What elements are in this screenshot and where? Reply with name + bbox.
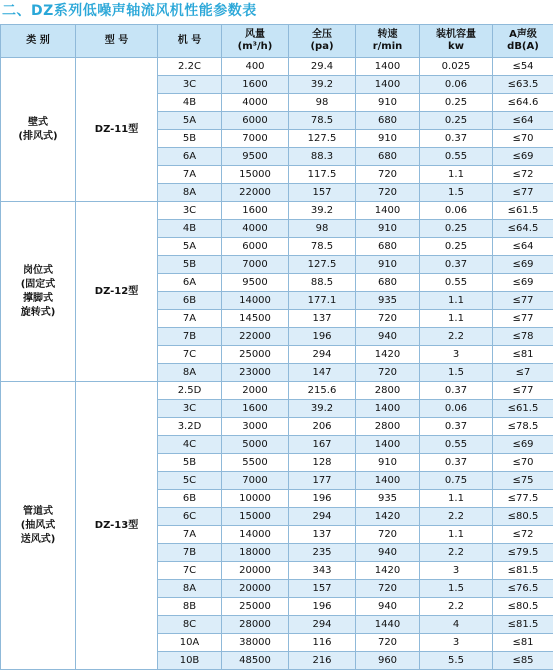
table-cell: ≤77 (493, 382, 553, 400)
table-cell: 294 (289, 508, 356, 526)
table-row (1, 58, 553, 76)
category-label: 管道式 (1, 505, 75, 519)
table-cell: 910 (356, 256, 420, 274)
table-cell: 48500 (222, 652, 289, 670)
table-cell: 3.2D (158, 418, 222, 436)
table-cell: 2.5D (158, 382, 222, 400)
table-cell: ≤75 (493, 472, 553, 490)
table-cell: 3C (158, 76, 222, 94)
table-cell: 0.55 (420, 148, 493, 166)
table-cell: 4C (158, 436, 222, 454)
table-cell: 7A (158, 526, 222, 544)
table-cell: ≤61.5 (493, 400, 553, 418)
table-cell: 4000 (222, 220, 289, 238)
category-cell (1, 382, 76, 670)
table-cell: 1.1 (420, 490, 493, 508)
table-cell: 294 (289, 346, 356, 364)
table-cell: 127.5 (289, 130, 356, 148)
column-header-unit: (pa) (289, 41, 355, 53)
table-cell: 98 (289, 94, 356, 112)
column-header-unit: kw (420, 41, 492, 53)
table-cell: 960 (356, 652, 420, 670)
table-cell: ≤77 (493, 310, 553, 328)
table-cell: 0.025 (420, 58, 493, 76)
table-cell: 7000 (222, 130, 289, 148)
table-cell: 88.5 (289, 274, 356, 292)
table-cell: 0.06 (420, 400, 493, 418)
table-cell: 7B (158, 328, 222, 346)
table-cell: 18000 (222, 544, 289, 562)
table-cell: ≤7 (493, 364, 553, 382)
table-cell: ≤54 (493, 58, 553, 76)
table-cell: 1.1 (420, 310, 493, 328)
column-header-label: 机 号 (158, 35, 221, 47)
table-cell: ≤77 (493, 292, 553, 310)
table-cell: 177.1 (289, 292, 356, 310)
table-cell: 0.06 (420, 76, 493, 94)
table-cell: 0.37 (420, 256, 493, 274)
table-cell: 78.5 (289, 238, 356, 256)
table-cell: 0.75 (420, 472, 493, 490)
table-cell: 6B (158, 292, 222, 310)
table-cell: 8A (158, 364, 222, 382)
table-cell: 720 (356, 526, 420, 544)
column-header-label: 风量 (222, 29, 288, 41)
table-cell: 680 (356, 112, 420, 130)
table-cell: 117.5 (289, 166, 356, 184)
column-header-label: 装机容量 (420, 29, 492, 41)
category-label: (抽风式 (1, 519, 75, 533)
table-cell: 3 (420, 346, 493, 364)
table-cell: ≤81.5 (493, 562, 553, 580)
table-cell: 196 (289, 598, 356, 616)
table-cell: 1440 (356, 616, 420, 634)
table-cell: 20000 (222, 580, 289, 598)
column-header (158, 25, 222, 58)
table-cell: 8B (158, 598, 222, 616)
table-cell: ≤70 (493, 130, 553, 148)
table-cell: 2.2 (420, 598, 493, 616)
category-label: 送风式) (1, 533, 75, 547)
table-cell: 206 (289, 418, 356, 436)
table-cell: ≤79.5 (493, 544, 553, 562)
category-label: (排风式) (1, 130, 75, 144)
table-cell: 0.37 (420, 382, 493, 400)
table-cell: 196 (289, 328, 356, 346)
column-header (76, 25, 158, 58)
table-cell: 28000 (222, 616, 289, 634)
table-cell: 0.06 (420, 202, 493, 220)
table-cell: 0.55 (420, 436, 493, 454)
table-cell: 10000 (222, 490, 289, 508)
category-cell (1, 58, 76, 202)
table-cell: 1400 (356, 472, 420, 490)
table-cell: ≤77 (493, 184, 553, 202)
table-cell: 720 (356, 184, 420, 202)
table-cell: ≤80.5 (493, 508, 553, 526)
table-cell: 5C (158, 472, 222, 490)
table-cell: 8A (158, 580, 222, 598)
table-cell: 5B (158, 454, 222, 472)
table-cell: 400 (222, 58, 289, 76)
table-cell: 5A (158, 238, 222, 256)
table-cell: 935 (356, 490, 420, 508)
column-header-unit: r/min (356, 41, 419, 53)
table-cell: 137 (289, 310, 356, 328)
table-cell: 3C (158, 202, 222, 220)
table-cell: ≤64.5 (493, 220, 553, 238)
table-cell: 0.25 (420, 112, 493, 130)
table-cell: ≤80.5 (493, 598, 553, 616)
column-header-label: A声级 (493, 29, 553, 41)
table-cell: 2800 (356, 382, 420, 400)
performance-table (0, 24, 553, 670)
table-cell: 20000 (222, 562, 289, 580)
table-cell: 2.2 (420, 508, 493, 526)
table-cell: ≤72 (493, 526, 553, 544)
table-cell: 680 (356, 274, 420, 292)
column-header-label: 型 号 (76, 35, 157, 47)
table-cell: 940 (356, 328, 420, 346)
table-cell: 39.2 (289, 400, 356, 418)
table-cell: ≤78 (493, 328, 553, 346)
table-cell: 2000 (222, 382, 289, 400)
table-cell: 2.2 (420, 328, 493, 346)
table-cell: 1600 (222, 202, 289, 220)
table-cell: 10A (158, 634, 222, 652)
column-header (356, 25, 420, 58)
table-cell: 1400 (356, 58, 420, 76)
table-cell: 1420 (356, 508, 420, 526)
table-cell: 343 (289, 562, 356, 580)
table-cell: 2800 (356, 418, 420, 436)
table-cell: 6000 (222, 238, 289, 256)
table-cell: 0.37 (420, 418, 493, 436)
column-header (289, 25, 356, 58)
table-cell: 1400 (356, 400, 420, 418)
table-body (1, 58, 553, 670)
table-cell: 3C (158, 400, 222, 418)
table-cell: 720 (356, 580, 420, 598)
table-cell: 9500 (222, 148, 289, 166)
table-cell: 0.37 (420, 454, 493, 472)
table-cell: 720 (356, 166, 420, 184)
table-cell: ≤69 (493, 436, 553, 454)
table-cell: 1400 (356, 436, 420, 454)
table-cell: 215.6 (289, 382, 356, 400)
table-cell: 3 (420, 634, 493, 652)
column-header-label: 类 别 (1, 35, 75, 47)
table-cell: 910 (356, 130, 420, 148)
category-cell (1, 202, 76, 382)
table-cell: 22000 (222, 328, 289, 346)
table-cell: 7A (158, 166, 222, 184)
table-cell: 0.55 (420, 274, 493, 292)
table-cell: ≤76.5 (493, 580, 553, 598)
table-cell: 23000 (222, 364, 289, 382)
table-cell: 127.5 (289, 256, 356, 274)
table-cell: ≤69 (493, 148, 553, 166)
table-cell: 1.1 (420, 526, 493, 544)
table-cell: 720 (356, 634, 420, 652)
table-cell: 4B (158, 94, 222, 112)
table-cell: 88.3 (289, 148, 356, 166)
table-cell: 4 (420, 616, 493, 634)
table-cell: 910 (356, 94, 420, 112)
table-cell: 0.25 (420, 220, 493, 238)
table-header-row (1, 25, 553, 58)
table-cell: ≤78.5 (493, 418, 553, 436)
table-cell: 196 (289, 490, 356, 508)
table-cell: 8C (158, 616, 222, 634)
table-cell: 98 (289, 220, 356, 238)
table-cell: ≤63.5 (493, 76, 553, 94)
table-cell: 6A (158, 274, 222, 292)
column-header-label: 转速 (356, 29, 419, 41)
table-cell: ≤72 (493, 166, 553, 184)
table-cell: 2.2 (420, 544, 493, 562)
table-cell: 5B (158, 256, 222, 274)
page-title: 二、DZ系列低噪声轴流风机性能参数表 (2, 0, 257, 22)
table-cell: 7000 (222, 256, 289, 274)
table-cell: ≤64 (493, 238, 553, 256)
category-label: 撑脚式 (1, 292, 75, 306)
table-cell: 157 (289, 580, 356, 598)
table-cell: ≤77.5 (493, 490, 553, 508)
column-header-unit: dB(A) (493, 41, 553, 53)
table-row (1, 202, 553, 220)
table-cell: 157 (289, 184, 356, 202)
table-cell: 1600 (222, 400, 289, 418)
table-cell: 14000 (222, 526, 289, 544)
table-cell: 1400 (356, 202, 420, 220)
table-cell: 4000 (222, 94, 289, 112)
table-cell: 5.5 (420, 652, 493, 670)
table-cell: 7C (158, 346, 222, 364)
column-header (420, 25, 493, 58)
column-header (493, 25, 553, 58)
table-cell: 1420 (356, 562, 420, 580)
table-cell: 39.2 (289, 202, 356, 220)
table-cell: 116 (289, 634, 356, 652)
table-cell: 128 (289, 454, 356, 472)
table-cell: 1.5 (420, 184, 493, 202)
table-cell: 6C (158, 508, 222, 526)
category-label: 旋转式) (1, 306, 75, 320)
table-cell: 1.5 (420, 580, 493, 598)
table-cell: 5A (158, 112, 222, 130)
model-cell: DZ-12型 (76, 202, 158, 382)
table-cell: ≤69 (493, 274, 553, 292)
table-cell: 5500 (222, 454, 289, 472)
table-cell: 6B (158, 490, 222, 508)
category-label: 壁式 (1, 116, 75, 130)
table-cell: 78.5 (289, 112, 356, 130)
table-cell: ≤81 (493, 346, 553, 364)
table-cell: 22000 (222, 184, 289, 202)
table-cell: 25000 (222, 598, 289, 616)
table-cell: 10B (158, 652, 222, 670)
table-cell: 1400 (356, 76, 420, 94)
table-cell: ≤61.5 (493, 202, 553, 220)
table-cell: 14000 (222, 292, 289, 310)
table-cell: 720 (356, 310, 420, 328)
table-cell: 910 (356, 220, 420, 238)
table-cell: 7C (158, 562, 222, 580)
table-cell: 167 (289, 436, 356, 454)
table-cell: 294 (289, 616, 356, 634)
table-cell: 235 (289, 544, 356, 562)
table-cell: 6000 (222, 112, 289, 130)
model-cell: DZ-13型 (76, 382, 158, 670)
table-cell: 14500 (222, 310, 289, 328)
table-cell: 3000 (222, 418, 289, 436)
table-cell: 7A (158, 310, 222, 328)
table-cell: 7B (158, 544, 222, 562)
table-row (1, 382, 553, 400)
table-cell: 5B (158, 130, 222, 148)
table-cell: 137 (289, 526, 356, 544)
table-cell: 910 (356, 454, 420, 472)
table-cell: 720 (356, 364, 420, 382)
table-cell: 177 (289, 472, 356, 490)
table-cell: 147 (289, 364, 356, 382)
table-cell: 0.25 (420, 94, 493, 112)
table-cell: 8A (158, 184, 222, 202)
table-cell: 680 (356, 238, 420, 256)
table-cell: 2.2C (158, 58, 222, 76)
column-header (1, 25, 76, 58)
column-header-label: 全压 (289, 29, 355, 41)
table-cell: ≤85 (493, 652, 553, 670)
table-cell: 940 (356, 598, 420, 616)
category-label: (固定式 (1, 278, 75, 292)
table-cell: 38000 (222, 634, 289, 652)
table-cell: 15000 (222, 166, 289, 184)
table-cell: 1.1 (420, 166, 493, 184)
table-cell: 25000 (222, 346, 289, 364)
table-cell: 0.37 (420, 130, 493, 148)
table-cell: 6A (158, 148, 222, 166)
table-cell: 1.5 (420, 364, 493, 382)
column-header-unit: (m³/h) (222, 41, 288, 53)
table-cell: 1600 (222, 76, 289, 94)
table-cell: 39.2 (289, 76, 356, 94)
category-label: 岗位式 (1, 264, 75, 278)
table-cell: 4B (158, 220, 222, 238)
table-cell: 5000 (222, 436, 289, 454)
table-cell: 216 (289, 652, 356, 670)
column-header (222, 25, 289, 58)
table-cell: 935 (356, 292, 420, 310)
table-cell: 680 (356, 148, 420, 166)
table-cell: 15000 (222, 508, 289, 526)
table-cell: ≤64 (493, 112, 553, 130)
table-cell: 7000 (222, 472, 289, 490)
table-cell: ≤64.6 (493, 94, 553, 112)
model-cell: DZ-11型 (76, 58, 158, 202)
table-cell: ≤81.5 (493, 616, 553, 634)
table-cell: ≤81 (493, 634, 553, 652)
table-cell: 3 (420, 562, 493, 580)
table-cell: 0.25 (420, 238, 493, 256)
table-cell: ≤70 (493, 454, 553, 472)
table-cell: 9500 (222, 274, 289, 292)
table-cell: 1.1 (420, 292, 493, 310)
table-cell: 940 (356, 544, 420, 562)
table-cell: ≤69 (493, 256, 553, 274)
table-cell: 1420 (356, 346, 420, 364)
table-cell: 29.4 (289, 58, 356, 76)
